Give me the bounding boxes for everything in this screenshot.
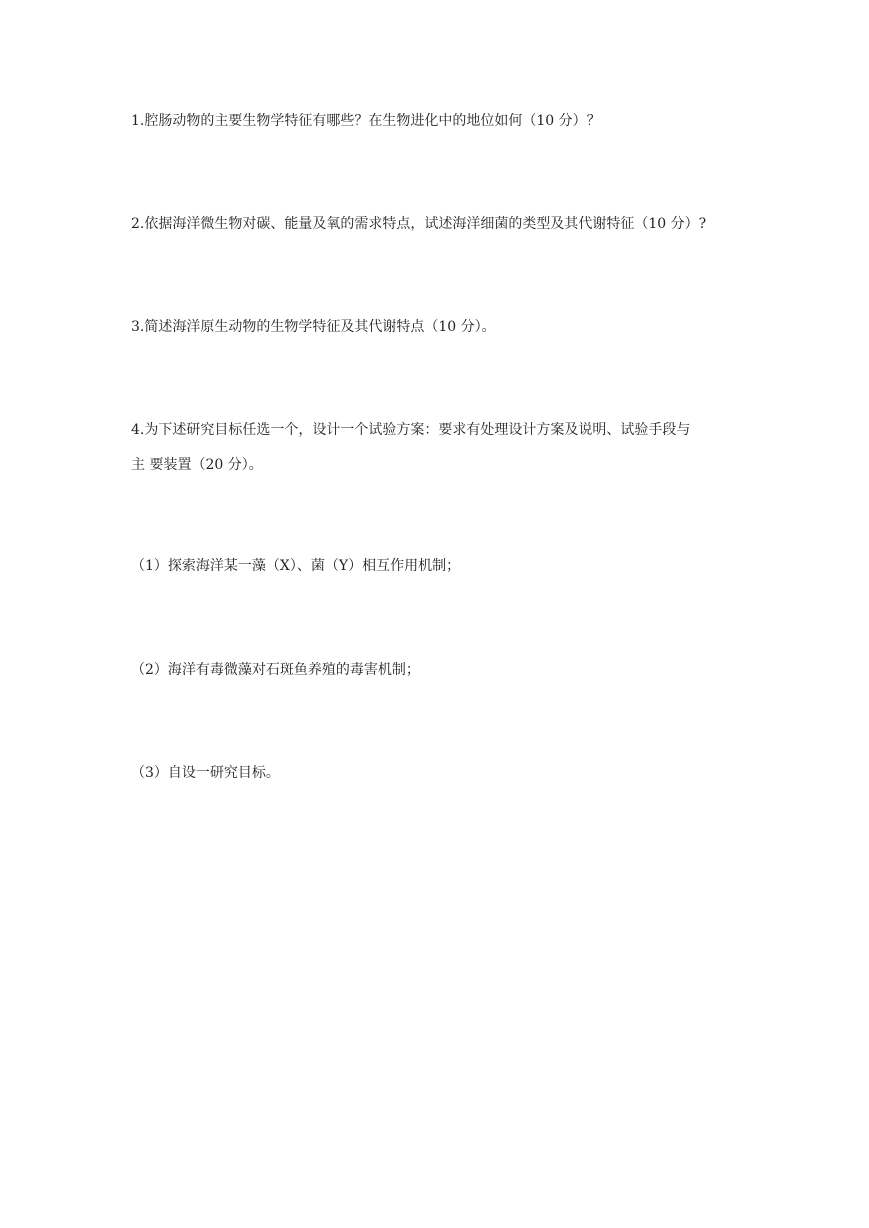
question-4-line-1: 4.为下述研究目标任选一个，设计一个试验方案：要求有处理设计方案及说明、试验手段与	[131, 422, 691, 438]
question-4-option-2: （2）海洋有毒微藻对石斑鱼养殖的毒害机制；	[131, 662, 420, 678]
question-2: 2.依据海洋微生物对碳、能量及氧的需求特点，试述海洋细菌的类型及其代谢特征（10 分）?	[131, 216, 707, 232]
question-3: 3.简述海洋原生动物的生物学特征及其代谢特点（10 分）。	[131, 319, 496, 335]
question-4-option-3: （3）自设一研究目标。	[131, 765, 280, 781]
question-4-option-1: （1）探索海洋某一藻（X）、菌（Y）相互作用机制；	[131, 558, 461, 574]
question-1: 1.腔肠动物的主要生物学特征有哪些？在生物进化中的地位如何（10 分）？	[131, 113, 601, 129]
question-4-line-2: 主 要装置（20 分）。	[131, 457, 263, 473]
